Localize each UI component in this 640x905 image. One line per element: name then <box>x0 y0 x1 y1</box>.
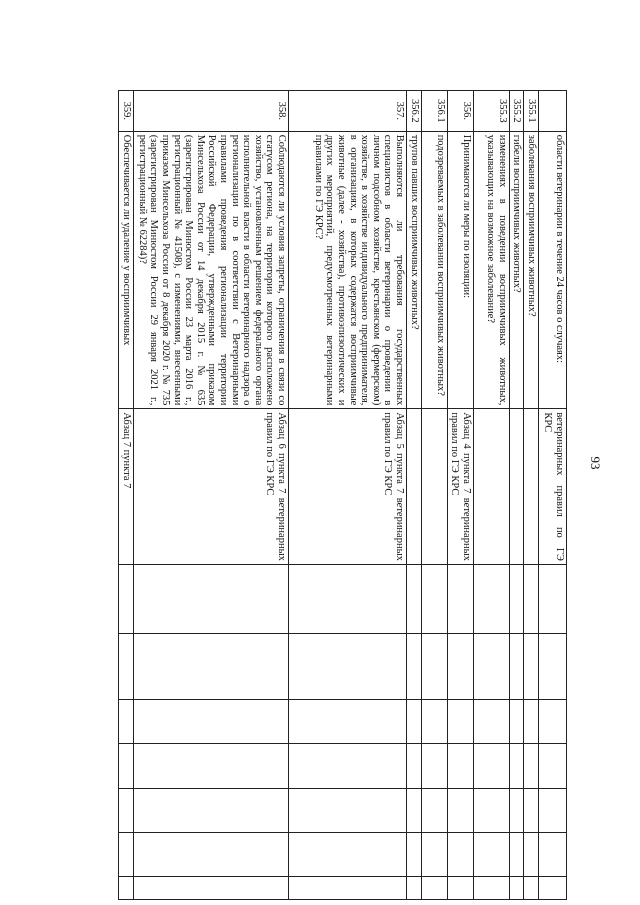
answer-cell <box>119 788 134 832</box>
answer-cell <box>134 700 289 744</box>
answer-cell <box>509 700 524 744</box>
item-number: 357. <box>289 91 407 132</box>
answer-cell <box>289 832 407 876</box>
answer-cell <box>134 877 289 900</box>
answer-cell <box>289 788 407 832</box>
requirement-question: области ветеринарии в течение 24 часов о случаях: <box>539 131 567 409</box>
answer-cell <box>119 744 134 788</box>
legal-reference <box>509 409 524 565</box>
answer-cell <box>289 877 407 900</box>
answer-cell <box>524 788 539 832</box>
answer-cell <box>524 634 539 700</box>
table-row <box>289 91 407 900</box>
answer-cell <box>134 634 289 700</box>
answer-cell <box>539 744 567 788</box>
table-row <box>134 91 289 900</box>
legal-reference: Абзац 5 пункта 7 ветеринарных правил по ГЭ КРС <box>289 409 407 565</box>
answer-cell <box>524 700 539 744</box>
answer-cell <box>407 832 422 876</box>
answer-cell <box>134 788 289 832</box>
requirement-question: Соблюдаются ли условия запреты, ограничения в связи со статусом региона, на территории которого расположено хозяйство, установленным решением федерального органа исполнительной власти в области ветеринарного надзора о регионализации по в соответствии с Ветеринарными правилами проведения регионализации территории Российской Федерации, утвержденными приказом Минсельхоза России от 14 декабря 2015 г. № 635 (зарегистрирован Минюстом России 23 марта 2016 г., регистрационный № 41508), с изменениями, внесенными приказом Минсельхоза России от 8 декабря 2020 г. № 735 (зарегистрирован Минюстом России 29 января 2021 г., регистрационный № 62284)? <box>134 131 289 409</box>
answer-cell <box>473 634 509 700</box>
answer-cell <box>447 744 473 788</box>
requirement-question: Принимаются ли меры по изоляции: <box>447 131 473 409</box>
answer-cell <box>289 564 407 633</box>
answer-cell <box>119 700 134 744</box>
answer-cell <box>289 700 407 744</box>
answer-cell <box>524 877 539 900</box>
requirement-question: гибели восприимчивых животных? <box>509 131 524 409</box>
item-number: 355.3 <box>473 91 509 132</box>
answer-cell <box>407 788 422 832</box>
legal-reference <box>473 409 509 565</box>
answer-cell <box>539 700 567 744</box>
item-number: 356.1 <box>421 91 447 132</box>
answer-cell <box>447 564 473 633</box>
page-number: 93 <box>588 456 603 470</box>
table-row <box>119 91 134 900</box>
answer-cell <box>524 832 539 876</box>
answer-cell <box>539 634 567 700</box>
answer-cell <box>447 832 473 876</box>
answer-cell <box>447 788 473 832</box>
answer-cell <box>509 877 524 900</box>
requirement-question: трупов павших восприимчивых животных? <box>407 131 422 409</box>
answer-cell <box>473 564 509 633</box>
answer-cell <box>539 832 567 876</box>
answer-cell <box>407 564 422 633</box>
legal-reference: Абзац 6 пункта 7 ветеринарных правил по ГЭ КРС <box>134 409 289 565</box>
answer-cell <box>539 788 567 832</box>
answer-cell <box>421 744 447 788</box>
table-row <box>407 91 422 900</box>
table-row <box>473 91 509 900</box>
answer-cell <box>421 564 447 633</box>
legal-reference <box>407 409 422 565</box>
item-number <box>539 91 567 132</box>
legal-reference <box>524 409 539 565</box>
answer-cell <box>421 832 447 876</box>
requirement-question: изменениях в поведении восприимчивых животных, указывающих на возможное заболевание? <box>473 131 509 409</box>
answer-cell <box>509 788 524 832</box>
requirement-question: Выполняются ли требования государственных специалистов в области ветеринарии о проведении в личном подсобном хозяйстве, крестьянском (фермерском) хозяйстве, в хозяйстве индивидуального предпринимателя, в организациях, в которых содержатся восприимчивые животные (далее - хозяйства), противоэпизоотических и других мероприятий, предусмотренных ветеринарными правилами по ГЭ КРС? <box>289 131 407 409</box>
answer-cell <box>407 700 422 744</box>
answer-cell <box>447 700 473 744</box>
answer-cell <box>289 744 407 788</box>
legal-reference: Абзац 7 пункта 7 <box>119 409 134 565</box>
answer-cell <box>473 832 509 876</box>
answer-cell <box>447 877 473 900</box>
table-row <box>539 91 567 900</box>
item-number: 356.2 <box>407 91 422 132</box>
answer-cell <box>119 877 134 900</box>
answer-cell <box>119 564 134 633</box>
answer-cell <box>509 634 524 700</box>
answer-cell <box>119 832 134 876</box>
item-number: 356. <box>447 91 473 132</box>
table-row <box>447 91 473 900</box>
answer-cell <box>119 634 134 700</box>
answer-cell <box>473 788 509 832</box>
legal-reference: Абзац 4 пункта 7 ветеринарных правил по ГЭ КРС <box>447 409 473 565</box>
checklist-body <box>119 91 567 900</box>
item-number: 358. <box>134 91 289 132</box>
answer-cell <box>473 877 509 900</box>
checklist-sheet <box>72 90 567 900</box>
answer-cell <box>421 788 447 832</box>
answer-cell <box>407 744 422 788</box>
answer-cell <box>407 877 422 900</box>
table-row <box>509 91 524 900</box>
answer-cell <box>473 700 509 744</box>
answer-cell <box>134 744 289 788</box>
item-number: 355.1 <box>524 91 539 132</box>
table-row <box>421 91 447 900</box>
requirement-question: Обеспечивается ли удаление у восприимчивых <box>119 131 134 409</box>
answer-cell <box>134 832 289 876</box>
answer-cell <box>421 877 447 900</box>
answer-cell <box>134 564 289 633</box>
answer-cell <box>289 634 407 700</box>
answer-cell <box>407 634 422 700</box>
item-number: 359. <box>119 91 134 132</box>
item-number: 355.2 <box>509 91 524 132</box>
answer-cell <box>473 744 509 788</box>
answer-cell <box>447 634 473 700</box>
answer-cell <box>524 744 539 788</box>
answer-cell <box>509 744 524 788</box>
answer-cell <box>509 564 524 633</box>
answer-cell <box>539 564 567 633</box>
requirement-question: подозреваемых в заболевании восприимчивых животных? <box>421 131 447 409</box>
answer-cell <box>421 700 447 744</box>
legal-reference: ветеринарных правил по ГЭ КРС <box>539 409 567 565</box>
answer-cell <box>539 877 567 900</box>
requirement-question: заболевания восприимчивых животных? <box>524 131 539 409</box>
answer-cell <box>524 564 539 633</box>
table-row <box>524 91 539 900</box>
answer-cell <box>421 634 447 700</box>
checklist-table <box>118 90 567 900</box>
answer-cell <box>509 832 524 876</box>
legal-reference <box>421 409 447 565</box>
